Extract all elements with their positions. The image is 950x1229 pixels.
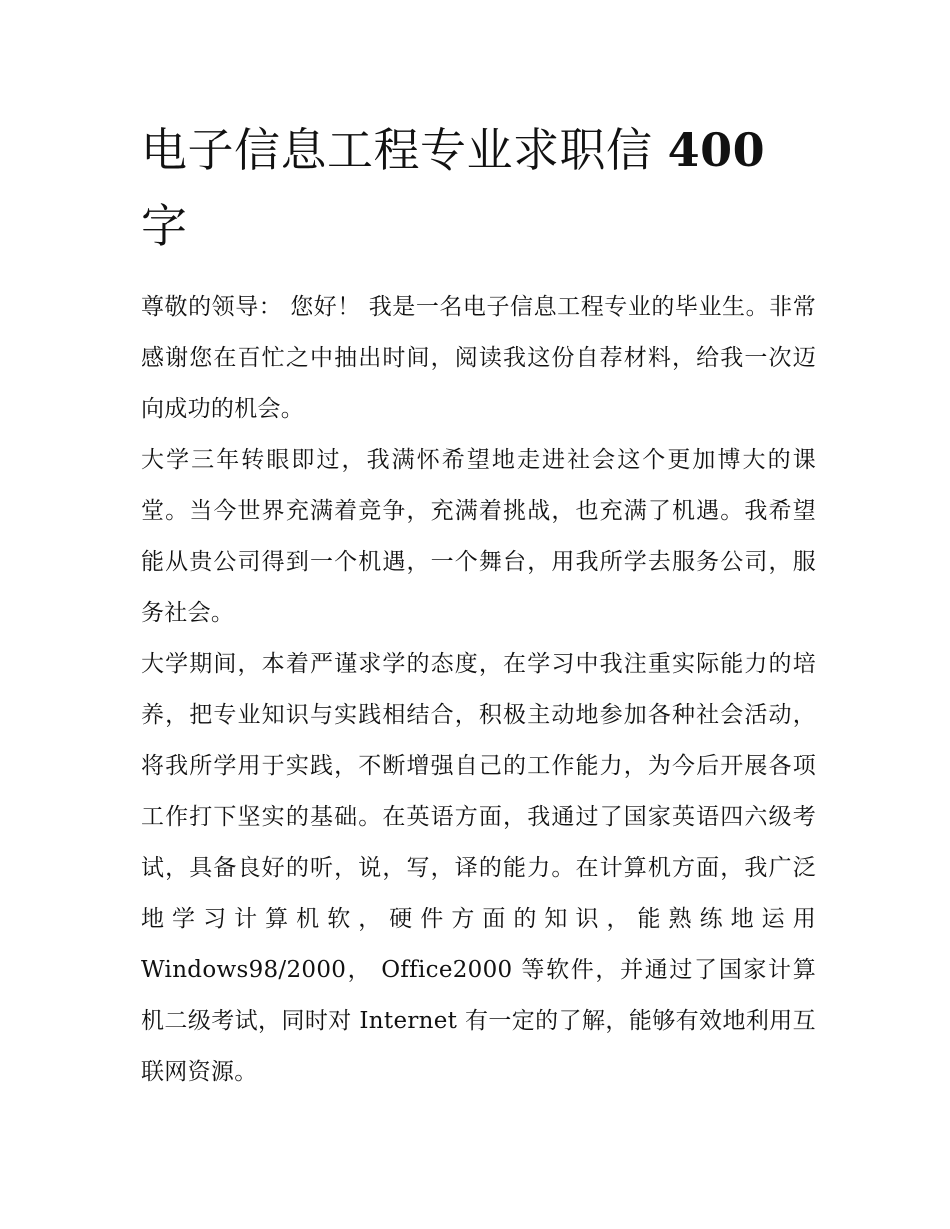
title-number: 400 xyxy=(667,123,766,177)
paragraph-greeting: 尊敬的领导： 您好！ 我是一名电子信息工程专业的毕业生。非常感谢您在百忙之中抽出时间，阅读我这份自荐材料，给我一次迈向成功的机会。 xyxy=(141,294,816,422)
paragraph-aspiration: 大学三年转眼即过，我满怀希望地走进社会这个更加博大的课堂。当今世界充满着竞争，充满着挑战，也充满了机遇。我希望能从贵公司得到一个机遇，一个舞台，用我所学去服务公司，服务社会。 xyxy=(141,447,816,626)
page-title xyxy=(141,112,816,264)
title-suffix: 字 xyxy=(141,199,188,253)
title-text: 电子信息工程专业求职信 xyxy=(141,123,653,177)
document-page xyxy=(141,112,816,1098)
paragraph-skills: 大学期间，本着严谨求学的态度，在学习中我注重实际能力的培养，把专业知识与实践相结合，积极主动地参加各种社会活动，将我所学用于实践，不断增强自己的工作能力，为今后开展各项工作打下坚实的基础。在英语方面，我通过了国家英语四六级考试，具备良好的听，说，写，译的能力。在计算机方面，我广泛地学习计算机软，硬件方面的知识，能熟练地运用 Windows98/2000， Office2000 等软件，并通过了国家计算机二级考试，同时对 Internet 有一定的了解，能够有效地利用互联网资源。 xyxy=(141,651,816,1085)
